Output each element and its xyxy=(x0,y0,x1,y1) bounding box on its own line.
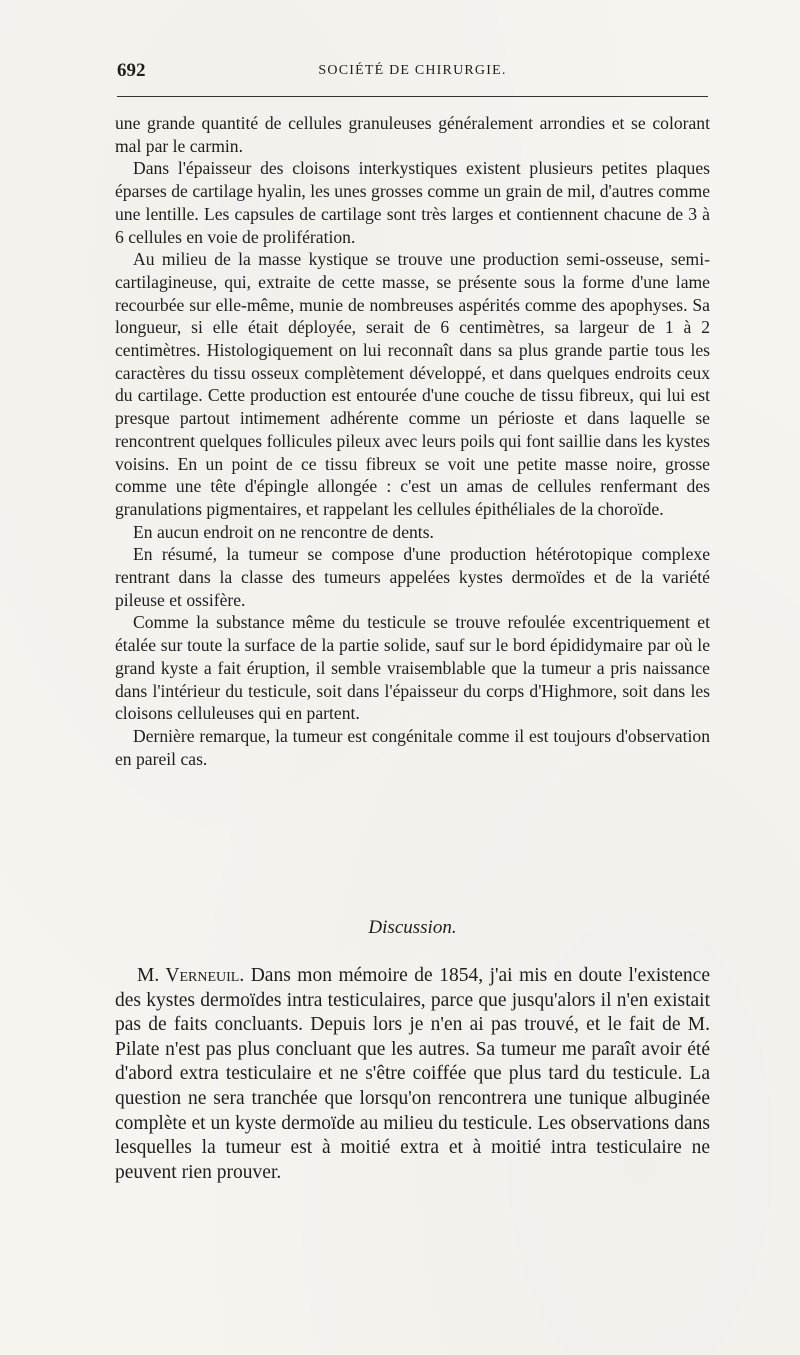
paragraph: Dans l'épaisseur des cloisons interkystiques existent plusieurs petites plaques éparses de cartilage hyalin, les unes grosses comme un grain de mil, d'autres comme une lentille. Les capsules de cartilage sont très larges et contiennent chacune de 3 à 6 cellules en voie de prolifération. xyxy=(115,158,710,247)
running-title: SOCIÉTÉ DE CHIRURGIE. xyxy=(318,63,507,78)
page-number: 692 xyxy=(117,60,146,81)
discussion-paragraph xyxy=(115,964,710,1185)
running-head xyxy=(117,60,708,86)
header-rule xyxy=(117,96,708,97)
discussion-body: Dans mon mémoire de 1854, j'ai mis en doute l'existence des kystes dermoïdes intra testiculaires, parce que jusqu'alors il n'en existait pas de faits concluants. Depuis lors je n'en ai pas trouvé, et le fait de M. Pilate n'est pas plus concluant que les autres. Sa tumeur me paraît avoir été d'abord extra testiculaire et ne s'être coiffée que plus tard du testicule. La question ne sera tranchée que lorsqu'on rencontrera une tunique albuginée complète et un kyste dermoïde au milieu du testicule. Les observations dans lesquelles la tumeur est à moitié extra et à moitié intra testiculaire ne peuvent rien prouver. xyxy=(115,965,710,1183)
paragraph: Comme la substance même du testicule se trouve refoulée excentriquement et étalée sur toute la surface de la partie solide, sauf sur le bord épididymaire par où le grand kyste a fait éruption, il semble vraisemblable que la tumeur a pris naissance dans l'intérieur du testicule, soit dans l'épaisseur du corps d'Highmore, soit dans les cloisons celluleuses qui en partent. xyxy=(115,612,710,724)
paragraph: Dernière remarque, la tumeur est congénitale comme il est toujours d'observation en pareil cas. xyxy=(115,725,710,769)
section-heading: Discussion. xyxy=(368,917,457,938)
discussion-text xyxy=(115,964,710,1185)
speaker-name: M. Verneuil. xyxy=(137,965,245,986)
paragraph: En aucun endroit on ne rencontre de dents. xyxy=(133,521,434,542)
paragraph: Au milieu de la masse kystique se trouve une production semi-osseuse, semi-cartilagineuse, qui, extraite de cette masse, se présente sous la forme d'une lame recourbée sur elle-même, munie de nombreuses aspérités comme des apophyses. Sa longueur, si elle était déployée, serait de 6 centimètres, sa largeur de 1 à 2 centimètres. Histologiquement on lui reconnaît dans sa plus grande partie tous les caractères du tissu osseux complètement développé, et dans quelques endroits ceux du cartilage. Cette production est entourée d'une couche de tissu fibreux, qui lui est presque partout intimement adhérente comme un périoste et dans laquelle se rencontrent quelques follicules pileux avec leurs poils qui font saillie dans les kystes voisins. En un point de ce tissu fibreux se voit une petite masse noire, grosse comme une tête d'épingle allongée : c'est un amas de cellules renfermant des granulations pigmentaires, et rappelant les cellules épithéliales de la choroïde. xyxy=(115,249,710,519)
paragraph: En résumé, la tumeur se compose d'une production hétérotopique complexe rentrant dans la classe des tumeurs appelées kystes dermoïdes et de la variété pileuse et ossifère. xyxy=(115,544,710,610)
paragraph: une grande quantité de cellules granuleuses généralement arrondies et se colorant mal par le carmin. xyxy=(115,113,710,156)
body-text xyxy=(115,112,710,770)
